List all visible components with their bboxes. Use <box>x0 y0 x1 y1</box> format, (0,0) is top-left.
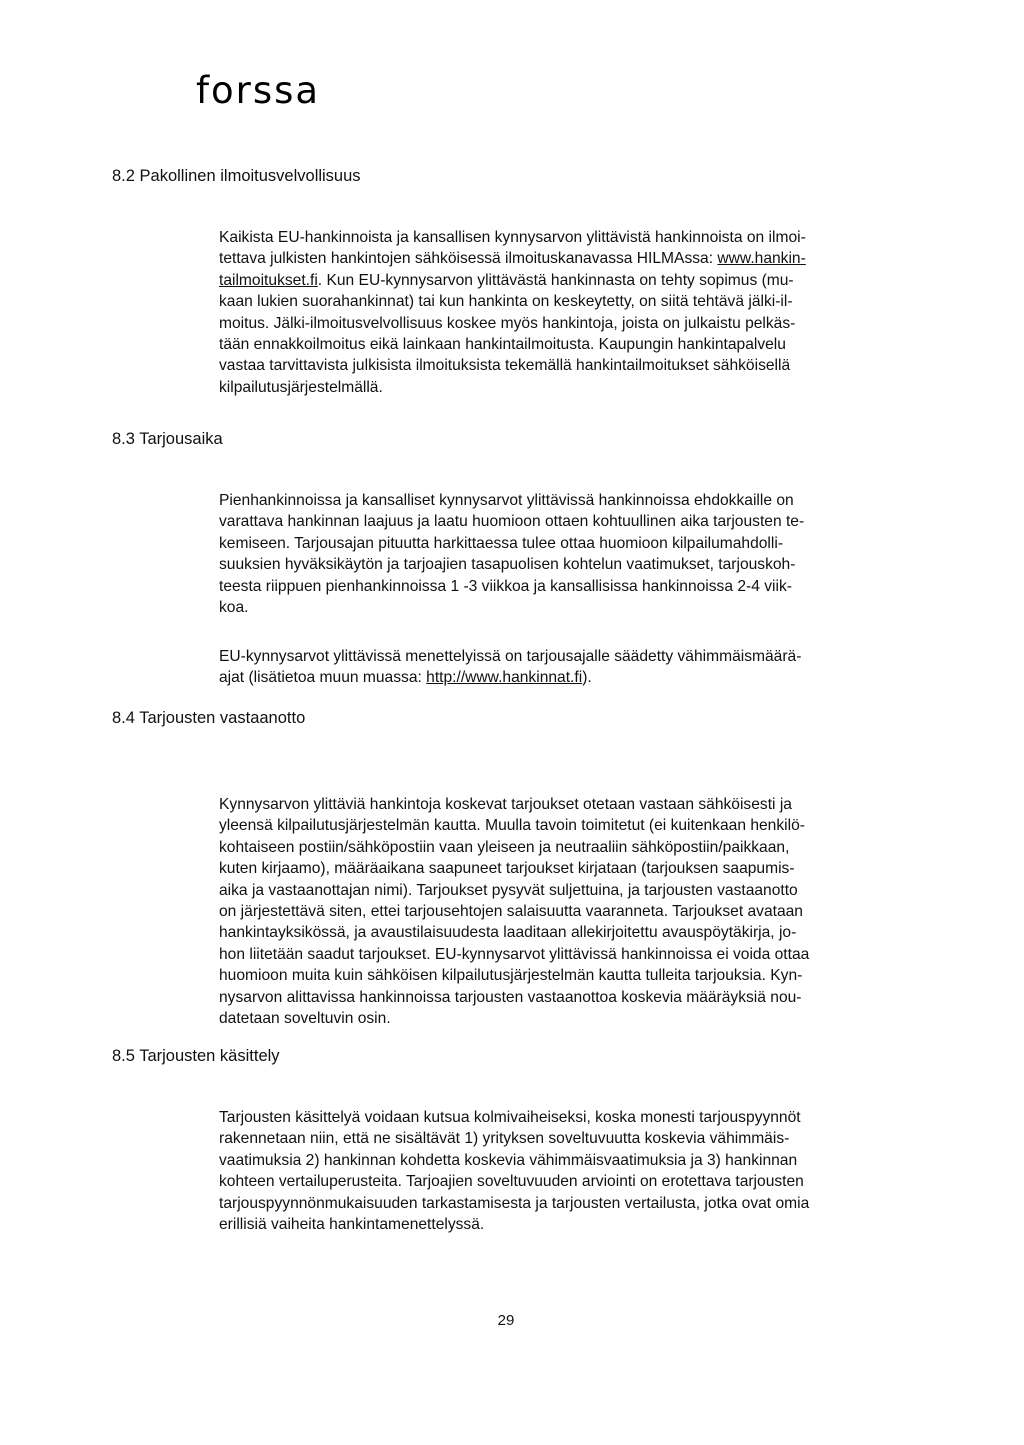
hankinnat-link[interactable]: http://www.hankinnat.fi <box>426 669 583 687</box>
hankintailmoitukset-link[interactable]: www.hankin- tailmoitukset.fi <box>219 250 806 289</box>
forssa-logo: forssa <box>196 69 321 112</box>
paragraph-8-3-b-text-start: EU-kynnysarvot ylittävissä menettelyissä on tarjousajalle säädetty vähimmäismäärä- ajat (lisätietoa muun muassa: <box>219 648 802 687</box>
section-heading-8-3: 8.3 Tarjousaika <box>112 430 223 448</box>
page-number: 29 <box>497 1312 515 1329</box>
section-heading-8-2: 8.2 Pakollinen ilmoitusvelvollisuus <box>112 167 361 185</box>
section-heading-8-5: 8.5 Tarjousten käsittely <box>112 1047 280 1065</box>
paragraph-8-5: Tarjousten käsittelyä voidaan kutsua kolmivaiheiseksi, koska monesti tarjouspyynnöt rakennetaan niin, että ne sisältävät 1) yrityksen soveltuvuutta koskevia vähimmäis- vaatimuksia 2) hankinnan kohdetta koskevia vähimmäisvaatimuksia ja 3) hankinnan kohteen vertailuperusteita. Tarjoajien soveltuvuuden arviointi on erotettava tarjousten tarjouspyynnönmukaisuuden tarkastamisesta ja tarjousten vertailusta, jotka ovat omia erillisiä vaiheita hankintamenettelyssä. <box>219 1109 810 1234</box>
paragraph-8-2-text-start: Kaikista EU-hankinnoista ja kansallisen kynnysarvon ylittävistä hankinnoista on ilmoi- tettava julkisten hankintojen sähköisessä ilmoituskanavassa HILMAssa: <box>219 229 806 268</box>
paragraph-8-3-b-text-end: ). <box>582 669 592 687</box>
paragraph-8-2 <box>219 227 899 398</box>
paragraph-8-3-a: Pienhankinnoissa ja kansalliset kynnysarvot ylittävissä hankinnoissa ehdokkaille on varattava hankinnan laajuus ja laatu huomioon ottaen kohtuullinen aika tarjousten te- kemiseen. Tarjousajan pituutta harkittaessa tulee ottaa huomioon kilpailumahdolli- suuksien hyväksikäytön ja tarjoajien tasapuolisen kohtelun vaatimukset, tarjouskoh- teesta riippuen pienhankinnoissa 1 -3 viikkoa ja kansallisissa hankinnoissa 2-4 viik- koa. <box>219 492 805 617</box>
paragraph-8-3-b <box>219 646 899 689</box>
paragraph-8-2-text-end: . Kun EU-kynnysarvon ylittävästä hankinnasta on tehty sopimus (mu- kaan lukien suorahankinnat) tai kun hankinta on keskeytetty, on siitä tehtävä jälki-il- moitus. Jälki-ilmoitusvelvollisuus koskee myös hankintoja, joista on julkaistu pelkäs- tään ennakkoilmoitus eikä lainkaan hankintailmoitusta. Kaupungin hankintapalvelu vastaa tarvittavista julkisista ilmoituksista tekemällä hankintailmoitukset sähköisellä kilpailutusjärjestelmällä. <box>219 271 796 396</box>
paragraph-8-4: Kynnysarvon ylittäviä hankintoja koskevat tarjoukset otetaan vastaan sähköisesti ja yleensä kilpailutusjärjestelmän kautta. Muulla tavoin toimitetut (ei kuitenkaan henkilö- kohtaiseen postiin/sähköpostiin vaan yleiseen ja neutraaliin sähköpostiin/paikkaan, kuten kirjaamo), määräaikana saapuneet tarjoukset kirjataan (tarjouksen saapumis- aika ja vastaanottajan nimi). Tarjoukset pysyvät suljettuina, ja tarjousten vastaanotto on järjestettävä siten, ettei tarjousehtojen salaisuutta vaaranneta. Tarjoukset avataan hankintayksikössä, ja avaustilaisuudesta laaditaan allekirjoitettu avauspöytäkirja, jo- hon liitetään saadut tarjoukset. EU-kynnysarvot ylittävissä hankinnoissa ei voida ottaa huomioon muita kuin sähköisen kilpailutusjärjestelmän kautta tulleita tarjouksia. Kyn- nysarvon alittavissa hankinnoissa tarjousten vastaanottoa koskevia määräyksiä nou- datetaan soveltuvin osin. <box>219 796 810 1028</box>
section-heading-8-4: 8.4 Tarjousten vastaanotto <box>112 709 306 727</box>
